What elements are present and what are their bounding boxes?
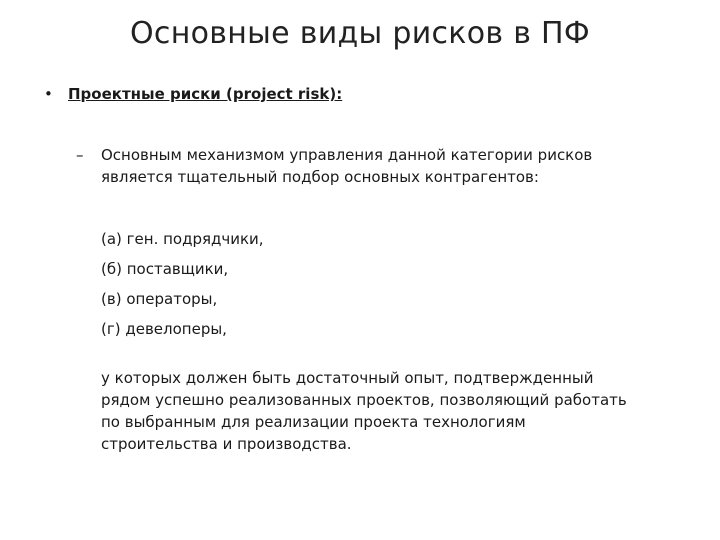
bullet-marker: • — [44, 85, 53, 103]
main-bullet — [44, 84, 342, 104]
bullet-heading: Проектные риски (project risk): — [68, 85, 343, 103]
dash-marker: – — [76, 146, 84, 164]
closing-line: рядом успешно реализованных проектов, позволяющий работать — [101, 391, 627, 409]
closing-line: строительства и производства. — [101, 435, 352, 453]
closing-line: у которых должен быть достаточный опыт, подтвержденный — [101, 369, 594, 387]
sub-point-line: является тщательный подбор основных контрагентов: — [101, 168, 539, 186]
contractor-item: (в) операторы, — [101, 290, 218, 308]
contractor-list — [101, 224, 264, 344]
sub-point-text — [101, 144, 676, 188]
contractor-item: (б) поставщики, — [101, 260, 229, 278]
sub-point — [76, 144, 676, 188]
contractor-item: (г) девелоперы, — [101, 320, 227, 338]
closing-paragraph — [101, 367, 681, 455]
sub-point-line: Основным механизмом управления данной категории рисков — [101, 146, 593, 164]
slide-title: Основные виды рисков в ПФ — [129, 16, 591, 51]
contractor-item: (а) ген. подрядчики, — [101, 230, 264, 248]
closing-line: по выбранным для реализации проекта технологиям — [101, 413, 526, 431]
